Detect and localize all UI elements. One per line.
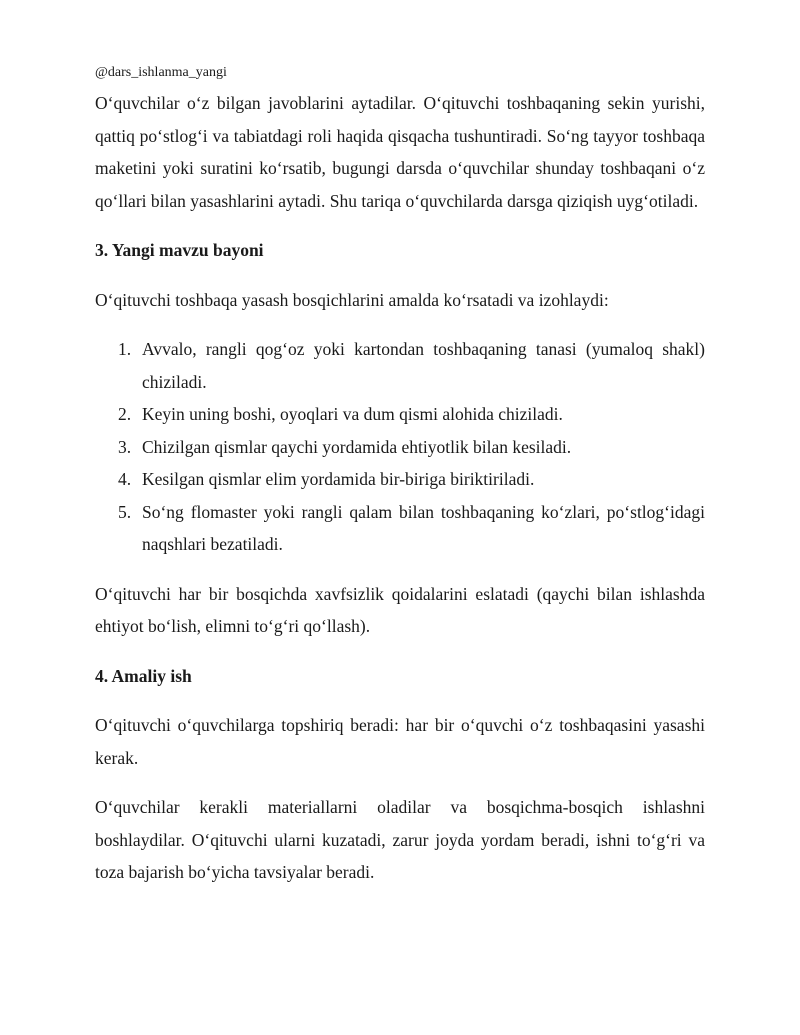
list-item <box>95 463 705 496</box>
steps-list <box>95 333 705 561</box>
watermark-handle: @dars_ishlanma_yangi <box>95 65 227 80</box>
spacer <box>95 217 705 234</box>
section-4-heading: 4. Amaliy ish <box>95 665 192 686</box>
section-3-lead: O‘qituvchi toshbaqa yasash bosqichlarini amalda ko‘rsatadi va izohlaydi: <box>95 289 609 310</box>
section-3-heading: 3. Yangi mavzu bayoni <box>95 240 264 260</box>
list-item <box>95 398 705 431</box>
list-item-number: 1. <box>118 339 132 359</box>
list-item <box>95 496 705 561</box>
list-item-text: So‘ng flomaster yoki rangli qalam bilan toshbaqaning ko‘zlari, po‘stlog‘idagi naqshlari bezatiladi. <box>142 501 705 554</box>
list-item-text: Avvalo, rangli qog‘oz yoki kartondan toshbaqaning tanasi (yumaloq shakl) chiziladi. <box>142 339 705 392</box>
list-item-number: 2. <box>118 404 132 424</box>
list-item <box>95 333 705 398</box>
list-item <box>95 431 705 464</box>
spacer <box>95 316 705 333</box>
intro-paragraph: O‘quvchilar o‘z bilgan javoblarini aytadilar. O‘qituvchi toshbaqaning sekin yurishi, qattiq po‘stlog‘i va tabiatdagi roli haqida qisqacha tushuntiradi. So‘ng tayyor toshbaqa maketini yoki suratini ko‘rsatib, bugungi darsda o‘quvchilar shunday toshbaqani o‘z qo‘llari bilan yasashlarini aytadi. Shu tariqa o‘quvchilarda darsga qiziqish uyg‘otiladi. <box>95 93 705 211</box>
list-item-number: 5. <box>118 501 132 522</box>
work-paragraph: O‘quvchilar kerakli materiallarni oladilar va bosqichma-bosqich ishlashni boshlaydilar. O‘qituvchi ularni kuzatadi, zarur joyda yordam beradi, ishni to‘g‘ri va toza bajarish bo‘yicha tavsiyalar beradi. <box>95 797 705 882</box>
spacer <box>95 561 705 578</box>
spacer <box>95 643 705 660</box>
spacer <box>95 267 705 284</box>
task-paragraph: O‘qituvchi o‘quvchilarga topshiriq beradi: har bir o‘quvchi o‘z toshbaqasini yasashi kerak. <box>95 715 705 768</box>
spacer <box>95 774 705 791</box>
list-item-number: 3. <box>118 436 132 457</box>
list-item-text: Chizilgan qismlar qaychi yordamida ehtiyotlik bilan kesiladi. <box>142 436 572 457</box>
list-item-number: 4. <box>118 469 132 489</box>
list-item-text: Keyin uning boshi, oyoqlari va dum qismi alohida chiziladi. <box>142 404 563 424</box>
safety-paragraph: O‘qituvchi har bir bosqichda xavfsizlik qoidalarini eslatadi (qaychi bilan ishlashda ehtiyot bo‘lish, elimni to‘g‘ri qo‘llash). <box>95 583 705 636</box>
document-page <box>95 62 705 889</box>
spacer <box>95 692 705 709</box>
list-item-text: Kesilgan qismlar elim yordamida bir-biriga biriktiriladi. <box>142 469 535 489</box>
